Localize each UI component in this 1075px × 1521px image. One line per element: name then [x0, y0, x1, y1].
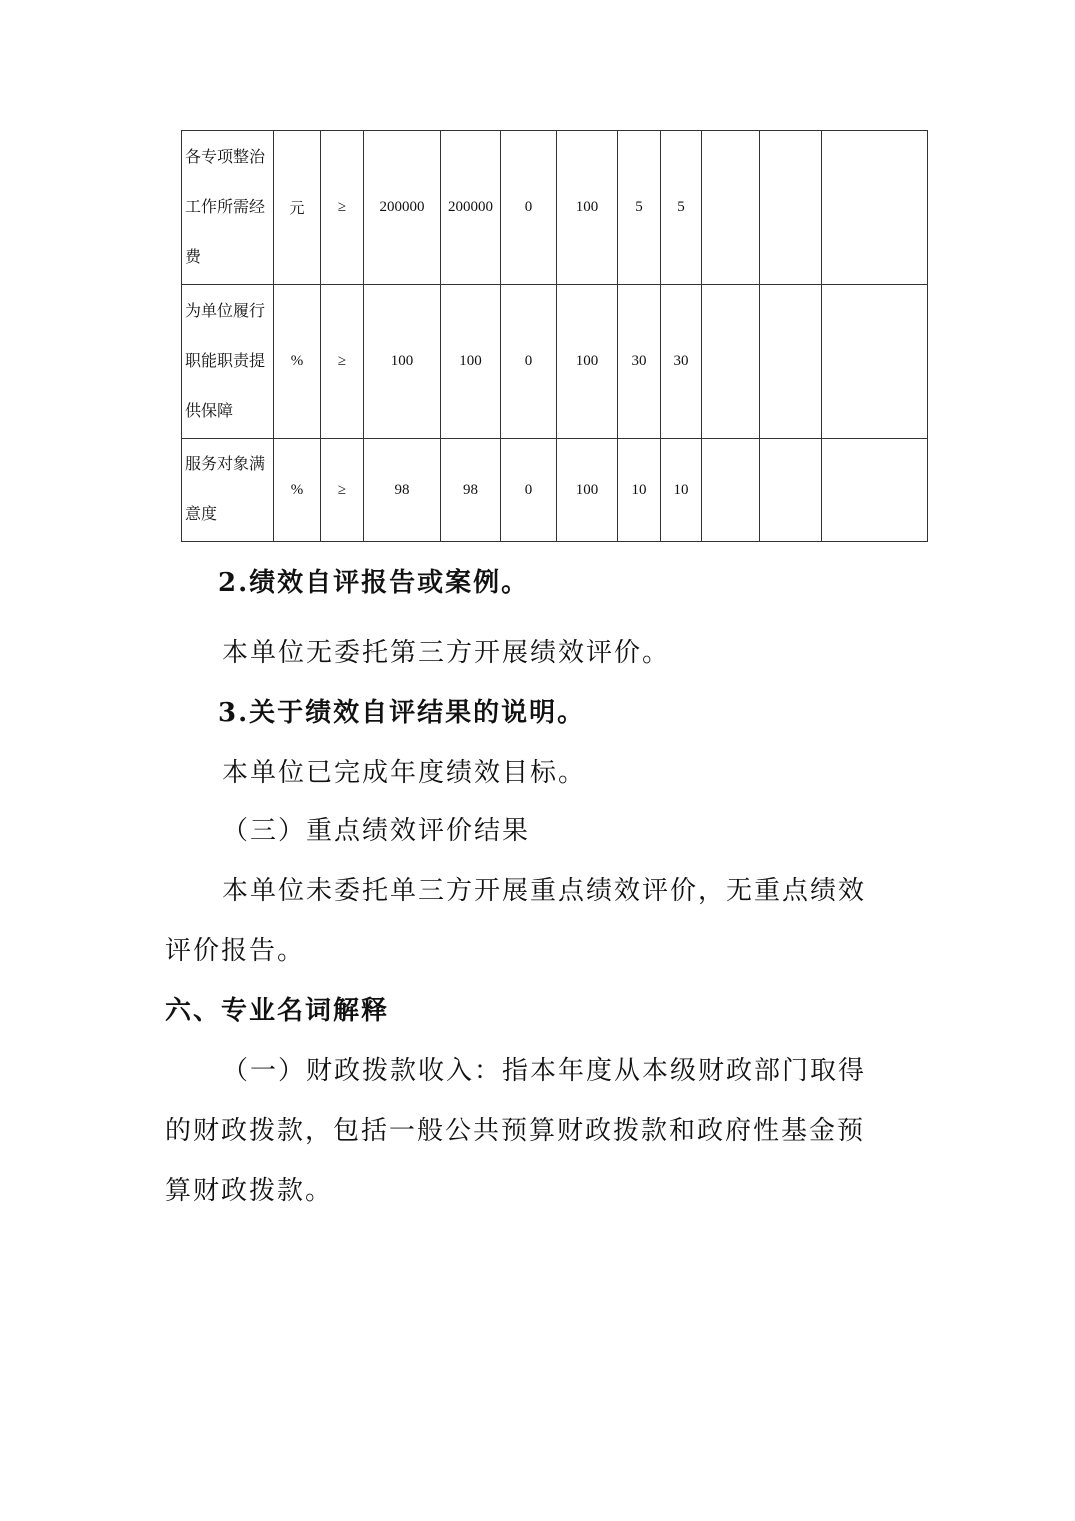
paragraph: 本单位无委托第三方开展绩效评价。 — [222, 638, 671, 668]
value-cell: 10 — [661, 439, 702, 542]
empty-cell — [702, 439, 760, 542]
empty-cell — [760, 439, 822, 542]
indicator-name-cell — [182, 439, 274, 542]
empty-cell — [702, 131, 760, 285]
target-value-cell: 100 — [364, 285, 441, 439]
actual-value-cell: 98 — [441, 439, 501, 542]
empty-cell — [760, 285, 822, 439]
target-value-cell: 98 — [364, 439, 441, 542]
operator-cell: ≥ — [321, 131, 364, 285]
value-cell: 5 — [618, 131, 661, 285]
section-heading-3: 3.关于绩效自评结果的说明。 — [218, 698, 586, 728]
paragraph-line: 本单位未委托单三方开展重点绩效评价，无重点绩效 — [222, 876, 867, 906]
value-cell: 100 — [557, 439, 618, 542]
indicator-name-line: 供保障 — [185, 402, 234, 420]
value-cell: 10 — [618, 439, 661, 542]
value-cell: 0 — [501, 439, 557, 542]
empty-cell — [822, 285, 928, 439]
empty-cell — [822, 131, 928, 285]
indicator-name-line: 为单位履行 — [185, 302, 266, 320]
indicator-name-line: 工作所需经 — [185, 198, 266, 216]
unit-cell: 元 — [274, 131, 321, 285]
paragraph-line: 的财政拨款，包括一般公共预算财政拨款和政府性基金预 — [165, 1116, 866, 1146]
indicator-name-line: 各专项整治 — [185, 148, 266, 166]
indicator-name-line: 意度 — [185, 506, 218, 523]
indicator-name-line: 服务对象满 — [185, 456, 266, 473]
value-cell: 30 — [661, 285, 702, 439]
value-cell: 0 — [501, 285, 557, 439]
value-cell: 30 — [618, 285, 661, 439]
empty-cell — [702, 285, 760, 439]
indicator-name-line: 费 — [185, 248, 202, 266]
subsection-heading: （三）重点绩效评价结果 — [222, 816, 531, 846]
performance-indicator-table — [181, 130, 928, 542]
value-cell: 5 — [661, 131, 702, 285]
paragraph-line: （一）财政拨款收入：指本年度从本级财政部门取得 — [222, 1056, 867, 1086]
empty-cell — [822, 439, 928, 542]
paragraph-line: 算财政拨款。 — [165, 1176, 334, 1206]
table-row — [182, 131, 928, 285]
indicator-name-cell — [182, 285, 274, 439]
indicator-name-line: 职能职责提 — [185, 352, 266, 370]
paragraph-line: 评价报告。 — [165, 936, 306, 966]
operator-cell: ≥ — [321, 439, 364, 542]
table-row — [182, 439, 928, 542]
operator-cell: ≥ — [321, 285, 364, 439]
actual-value-cell: 100 — [441, 285, 501, 439]
value-cell: 100 — [557, 131, 618, 285]
chapter-heading: 六、专业名词解释 — [165, 996, 390, 1026]
section-heading-2: 2.绩效自评报告或案例。 — [218, 568, 530, 598]
unit-cell: % — [274, 285, 321, 439]
paragraph: 本单位已完成年度绩效目标。 — [222, 758, 587, 788]
value-cell: 0 — [501, 131, 557, 285]
actual-value-cell: 200000 — [441, 131, 501, 285]
target-value-cell: 200000 — [364, 131, 441, 285]
indicator-name-cell — [182, 131, 274, 285]
empty-cell — [760, 131, 822, 285]
table-row — [182, 285, 928, 439]
unit-cell: % — [274, 439, 321, 542]
value-cell: 100 — [557, 285, 618, 439]
